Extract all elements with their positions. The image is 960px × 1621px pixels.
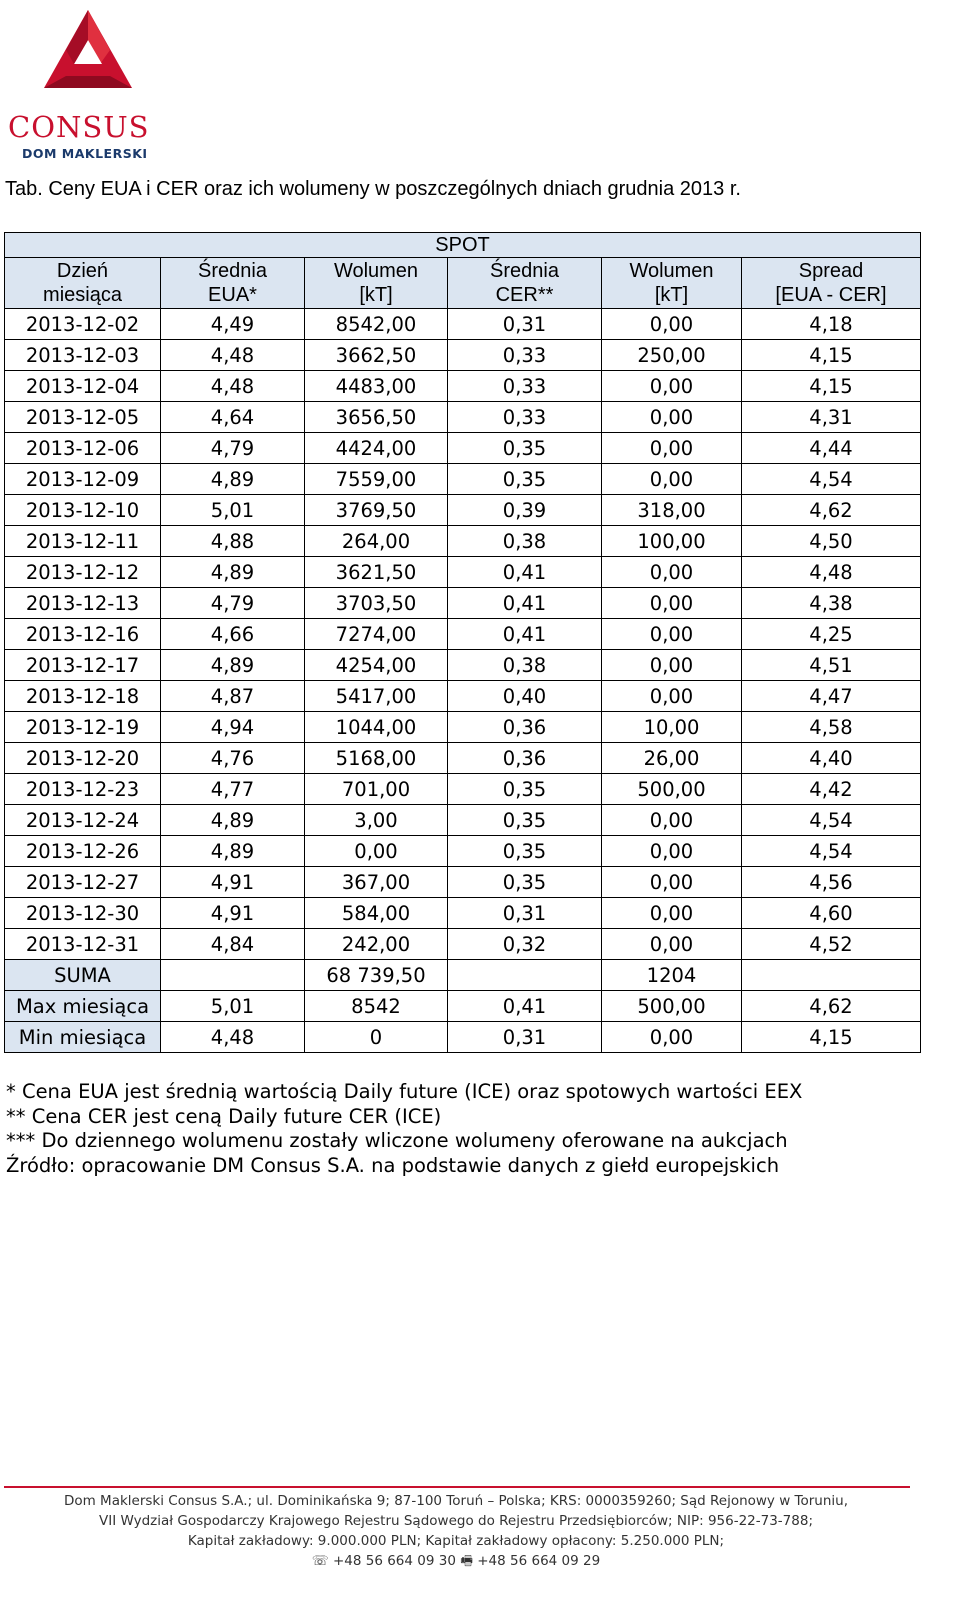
table-row <box>5 402 921 433</box>
value-cell: 4,15 <box>742 340 921 371</box>
value-cell: 0,00 <box>602 464 742 495</box>
date-cell: 2013-12-31 <box>5 929 161 960</box>
date-cell: 2013-12-30 <box>5 898 161 929</box>
value-cell: 0,40 <box>448 681 602 712</box>
value-cell: 4,48 <box>161 371 305 402</box>
table-row <box>5 712 921 743</box>
value-cell: 0,00 <box>602 588 742 619</box>
value-cell: 5,01 <box>161 495 305 526</box>
value-cell: 0,41 <box>448 557 602 588</box>
date-cell: 2013-12-17 <box>5 650 161 681</box>
value-cell: 4254,00 <box>305 650 448 681</box>
value-cell: 0,38 <box>448 650 602 681</box>
table-row <box>5 464 921 495</box>
value-cell: 4,48 <box>161 340 305 371</box>
value-cell: 4,54 <box>742 805 921 836</box>
value-cell: 0,35 <box>448 433 602 464</box>
value-cell: 0,35 <box>448 836 602 867</box>
date-cell: 2013-12-27 <box>5 867 161 898</box>
table-row <box>5 495 921 526</box>
value-cell: 0,00 <box>602 557 742 588</box>
value-cell: 0,00 <box>602 402 742 433</box>
value-cell: 4,62 <box>742 495 921 526</box>
value-cell: 4,94 <box>161 712 305 743</box>
summary-row <box>5 991 921 1022</box>
summary-label: Max miesiąca <box>5 991 161 1022</box>
summary-row <box>5 960 921 991</box>
table-row <box>5 898 921 929</box>
value-cell: 4,54 <box>742 464 921 495</box>
value-cell: 3656,50 <box>305 402 448 433</box>
value-cell: 4,44 <box>742 433 921 464</box>
value-cell <box>742 960 921 991</box>
value-cell: 4483,00 <box>305 371 448 402</box>
value-cell: 0,00 <box>602 867 742 898</box>
value-cell: 4,38 <box>742 588 921 619</box>
value-cell: 584,00 <box>305 898 448 929</box>
value-cell: 0,00 <box>305 836 448 867</box>
date-cell: 2013-12-05 <box>5 402 161 433</box>
value-cell: 1044,00 <box>305 712 448 743</box>
value-cell: 4,76 <box>161 743 305 774</box>
value-cell: 500,00 <box>602 774 742 805</box>
summary-label: SUMA <box>5 960 161 991</box>
value-cell: 367,00 <box>305 867 448 898</box>
table-row <box>5 650 921 681</box>
value-cell: 0,35 <box>448 464 602 495</box>
table-row <box>5 805 921 836</box>
value-cell: 68 739,50 <box>305 960 448 991</box>
value-cell: 4,89 <box>161 464 305 495</box>
value-cell: 3703,50 <box>305 588 448 619</box>
value-cell: 4,64 <box>161 402 305 433</box>
table-caption: Tab. Ceny EUA i CER oraz ich wolumeny w poszczególnych dniach grudnia 2013 r. <box>5 178 741 200</box>
value-cell: 4,15 <box>742 371 921 402</box>
value-cell: 0,00 <box>602 1022 742 1053</box>
logo-brand-text: CONSUS <box>8 110 150 144</box>
value-cell: 0 <box>305 1022 448 1053</box>
page-footer <box>0 1491 912 1571</box>
value-cell: 4,91 <box>161 898 305 929</box>
date-cell: 2013-12-16 <box>5 619 161 650</box>
value-cell: 0,33 <box>448 371 602 402</box>
table-row <box>5 588 921 619</box>
value-cell: 4424,00 <box>305 433 448 464</box>
table-row <box>5 340 921 371</box>
table-row <box>5 681 921 712</box>
value-cell: 0,00 <box>602 836 742 867</box>
table-row <box>5 743 921 774</box>
value-cell: 0,35 <box>448 774 602 805</box>
value-cell: 4,84 <box>161 929 305 960</box>
col-header-avg-cer: Średnia CER** <box>448 258 602 309</box>
table-row <box>5 309 921 340</box>
value-cell <box>448 960 602 991</box>
value-cell: 0,31 <box>448 309 602 340</box>
value-cell: 242,00 <box>305 929 448 960</box>
table-row <box>5 929 921 960</box>
footer-line: Kapitał zakładowy: 9.000.000 PLN; Kapitał zakładowy opłacony: 5.250.000 PLN; <box>187 1533 725 1549</box>
table-row <box>5 619 921 650</box>
footer-contact: ☏ +48 56 664 09 30 🖷 +48 56 664 09 29 <box>311 1553 601 1569</box>
value-cell: 4,48 <box>161 1022 305 1053</box>
date-cell: 2013-12-10 <box>5 495 161 526</box>
value-cell: 0,31 <box>448 1022 602 1053</box>
value-cell: 4,79 <box>161 433 305 464</box>
date-cell: 2013-12-09 <box>5 464 161 495</box>
table-row <box>5 557 921 588</box>
value-cell: 318,00 <box>602 495 742 526</box>
value-cell: 7559,00 <box>305 464 448 495</box>
value-cell: 3662,50 <box>305 340 448 371</box>
group-header-spot: SPOT <box>5 233 921 258</box>
value-cell: 0,36 <box>448 712 602 743</box>
value-cell: 4,42 <box>742 774 921 805</box>
value-cell: 4,60 <box>742 898 921 929</box>
value-cell: 3,00 <box>305 805 448 836</box>
value-cell: 4,89 <box>161 805 305 836</box>
footnote-eua: * Cena EUA jest średnią wartością Daily future (ICE) oraz spotowych wartości EEX <box>6 1080 803 1103</box>
footnotes <box>6 1080 802 1178</box>
value-cell: 0,00 <box>602 650 742 681</box>
logo-subtitle: DOM MAKLERSKI <box>22 146 148 161</box>
table-row <box>5 526 921 557</box>
value-cell: 4,56 <box>742 867 921 898</box>
value-cell: 0,00 <box>602 371 742 402</box>
date-cell: 2013-12-06 <box>5 433 161 464</box>
value-cell: 4,58 <box>742 712 921 743</box>
value-cell: 0,41 <box>448 588 602 619</box>
value-cell: 26,00 <box>602 743 742 774</box>
date-cell: 2013-12-11 <box>5 526 161 557</box>
value-cell: 4,15 <box>742 1022 921 1053</box>
date-cell: 2013-12-03 <box>5 340 161 371</box>
table-row <box>5 371 921 402</box>
value-cell: 0,33 <box>448 340 602 371</box>
footnote-cer: ** Cena CER jest ceną Daily future CER (ICE) <box>6 1104 442 1128</box>
col-header-spread: Spread [EUA - CER] <box>742 258 921 309</box>
value-cell: 264,00 <box>305 526 448 557</box>
value-cell: 0,00 <box>602 681 742 712</box>
col-header-volume-eua: Wolumen [kT] <box>305 258 448 309</box>
value-cell: 701,00 <box>305 774 448 805</box>
value-cell: 0,00 <box>602 619 742 650</box>
value-cell: 0,35 <box>448 805 602 836</box>
value-cell: 4,48 <box>742 557 921 588</box>
value-cell: 4,50 <box>742 526 921 557</box>
triangle-logo-icon <box>40 6 136 106</box>
value-cell: 4,66 <box>161 619 305 650</box>
table-row <box>5 433 921 464</box>
footer-line: VII Wydział Gospodarczy Krajowego Rejestru Sądowego do Rejestru Przedsiębiorców; NIP: 956-22-73-788; <box>98 1513 813 1529</box>
value-cell: 0,41 <box>448 619 602 650</box>
value-cell: 500,00 <box>602 991 742 1022</box>
value-cell: 4,49 <box>161 309 305 340</box>
prices-table <box>4 232 921 1053</box>
value-cell: 4,47 <box>742 681 921 712</box>
value-cell: 4,31 <box>742 402 921 433</box>
value-cell: 5,01 <box>161 991 305 1022</box>
value-cell: 4,25 <box>742 619 921 650</box>
value-cell: 1204 <box>602 960 742 991</box>
date-cell: 2013-12-19 <box>5 712 161 743</box>
date-cell: 2013-12-13 <box>5 588 161 619</box>
value-cell: 0,00 <box>602 805 742 836</box>
value-cell: 4,52 <box>742 929 921 960</box>
value-cell: 8542,00 <box>305 309 448 340</box>
value-cell: 4,54 <box>742 836 921 867</box>
table-row <box>5 867 921 898</box>
value-cell: 4,89 <box>161 836 305 867</box>
date-cell: 2013-12-26 <box>5 836 161 867</box>
value-cell: 10,00 <box>602 712 742 743</box>
value-cell: 0,31 <box>448 898 602 929</box>
value-cell: 0,35 <box>448 867 602 898</box>
value-cell: 4,89 <box>161 557 305 588</box>
value-cell: 5168,00 <box>305 743 448 774</box>
date-cell: 2013-12-24 <box>5 805 161 836</box>
value-cell: 0,00 <box>602 929 742 960</box>
value-cell: 7274,00 <box>305 619 448 650</box>
date-cell: 2013-12-23 <box>5 774 161 805</box>
value-cell: 4,18 <box>742 309 921 340</box>
value-cell: 4,87 <box>161 681 305 712</box>
value-cell: 4,62 <box>742 991 921 1022</box>
summary-label: Min miesiąca <box>5 1022 161 1053</box>
value-cell: 100,00 <box>602 526 742 557</box>
consus-logo <box>8 4 168 162</box>
value-cell: 0,36 <box>448 743 602 774</box>
value-cell: 0,33 <box>448 402 602 433</box>
table-row <box>5 774 921 805</box>
footer-line: Dom Maklerski Consus S.A.; ul. Dominikańska 9; 87-100 Toruń – Polska; KRS: 0000359260; Sąd Rejonowy w Toruniu, <box>63 1493 849 1509</box>
table-row <box>5 836 921 867</box>
value-cell: 4,89 <box>161 650 305 681</box>
value-cell: 3621,50 <box>305 557 448 588</box>
footnote-source: Źródło: opracowanie DM Consus S.A. na podstawie danych z giełd europejskich <box>6 1153 780 1177</box>
value-cell: 250,00 <box>602 340 742 371</box>
value-cell: 8542 <box>305 991 448 1022</box>
footer-divider <box>4 1486 910 1488</box>
value-cell: 3769,50 <box>305 495 448 526</box>
col-header-volume-cer: Wolumen [kT] <box>602 258 742 309</box>
column-header-row <box>5 258 921 309</box>
table-body <box>5 309 921 1053</box>
summary-row <box>5 1022 921 1053</box>
value-cell <box>161 960 305 991</box>
value-cell: 0,00 <box>602 309 742 340</box>
value-cell: 5417,00 <box>305 681 448 712</box>
value-cell: 0,41 <box>448 991 602 1022</box>
date-cell: 2013-12-20 <box>5 743 161 774</box>
date-cell: 2013-12-12 <box>5 557 161 588</box>
value-cell: 0,32 <box>448 929 602 960</box>
date-cell: 2013-12-04 <box>5 371 161 402</box>
value-cell: 4,77 <box>161 774 305 805</box>
col-header-day: Dzień miesiąca <box>5 258 161 309</box>
value-cell: 4,40 <box>742 743 921 774</box>
value-cell: 4,51 <box>742 650 921 681</box>
value-cell: 0,00 <box>602 898 742 929</box>
date-cell: 2013-12-02 <box>5 309 161 340</box>
value-cell: 0,00 <box>602 433 742 464</box>
footnote-volume: *** Do dziennego wolumenu zostały wliczone wolumeny oferowane na aukcjach <box>6 1129 788 1152</box>
value-cell: 0,39 <box>448 495 602 526</box>
value-cell: 4,91 <box>161 867 305 898</box>
col-header-avg-eua: Średnia EUA* <box>161 258 305 309</box>
date-cell: 2013-12-18 <box>5 681 161 712</box>
value-cell: 0,38 <box>448 526 602 557</box>
value-cell: 4,88 <box>161 526 305 557</box>
value-cell: 4,79 <box>161 588 305 619</box>
